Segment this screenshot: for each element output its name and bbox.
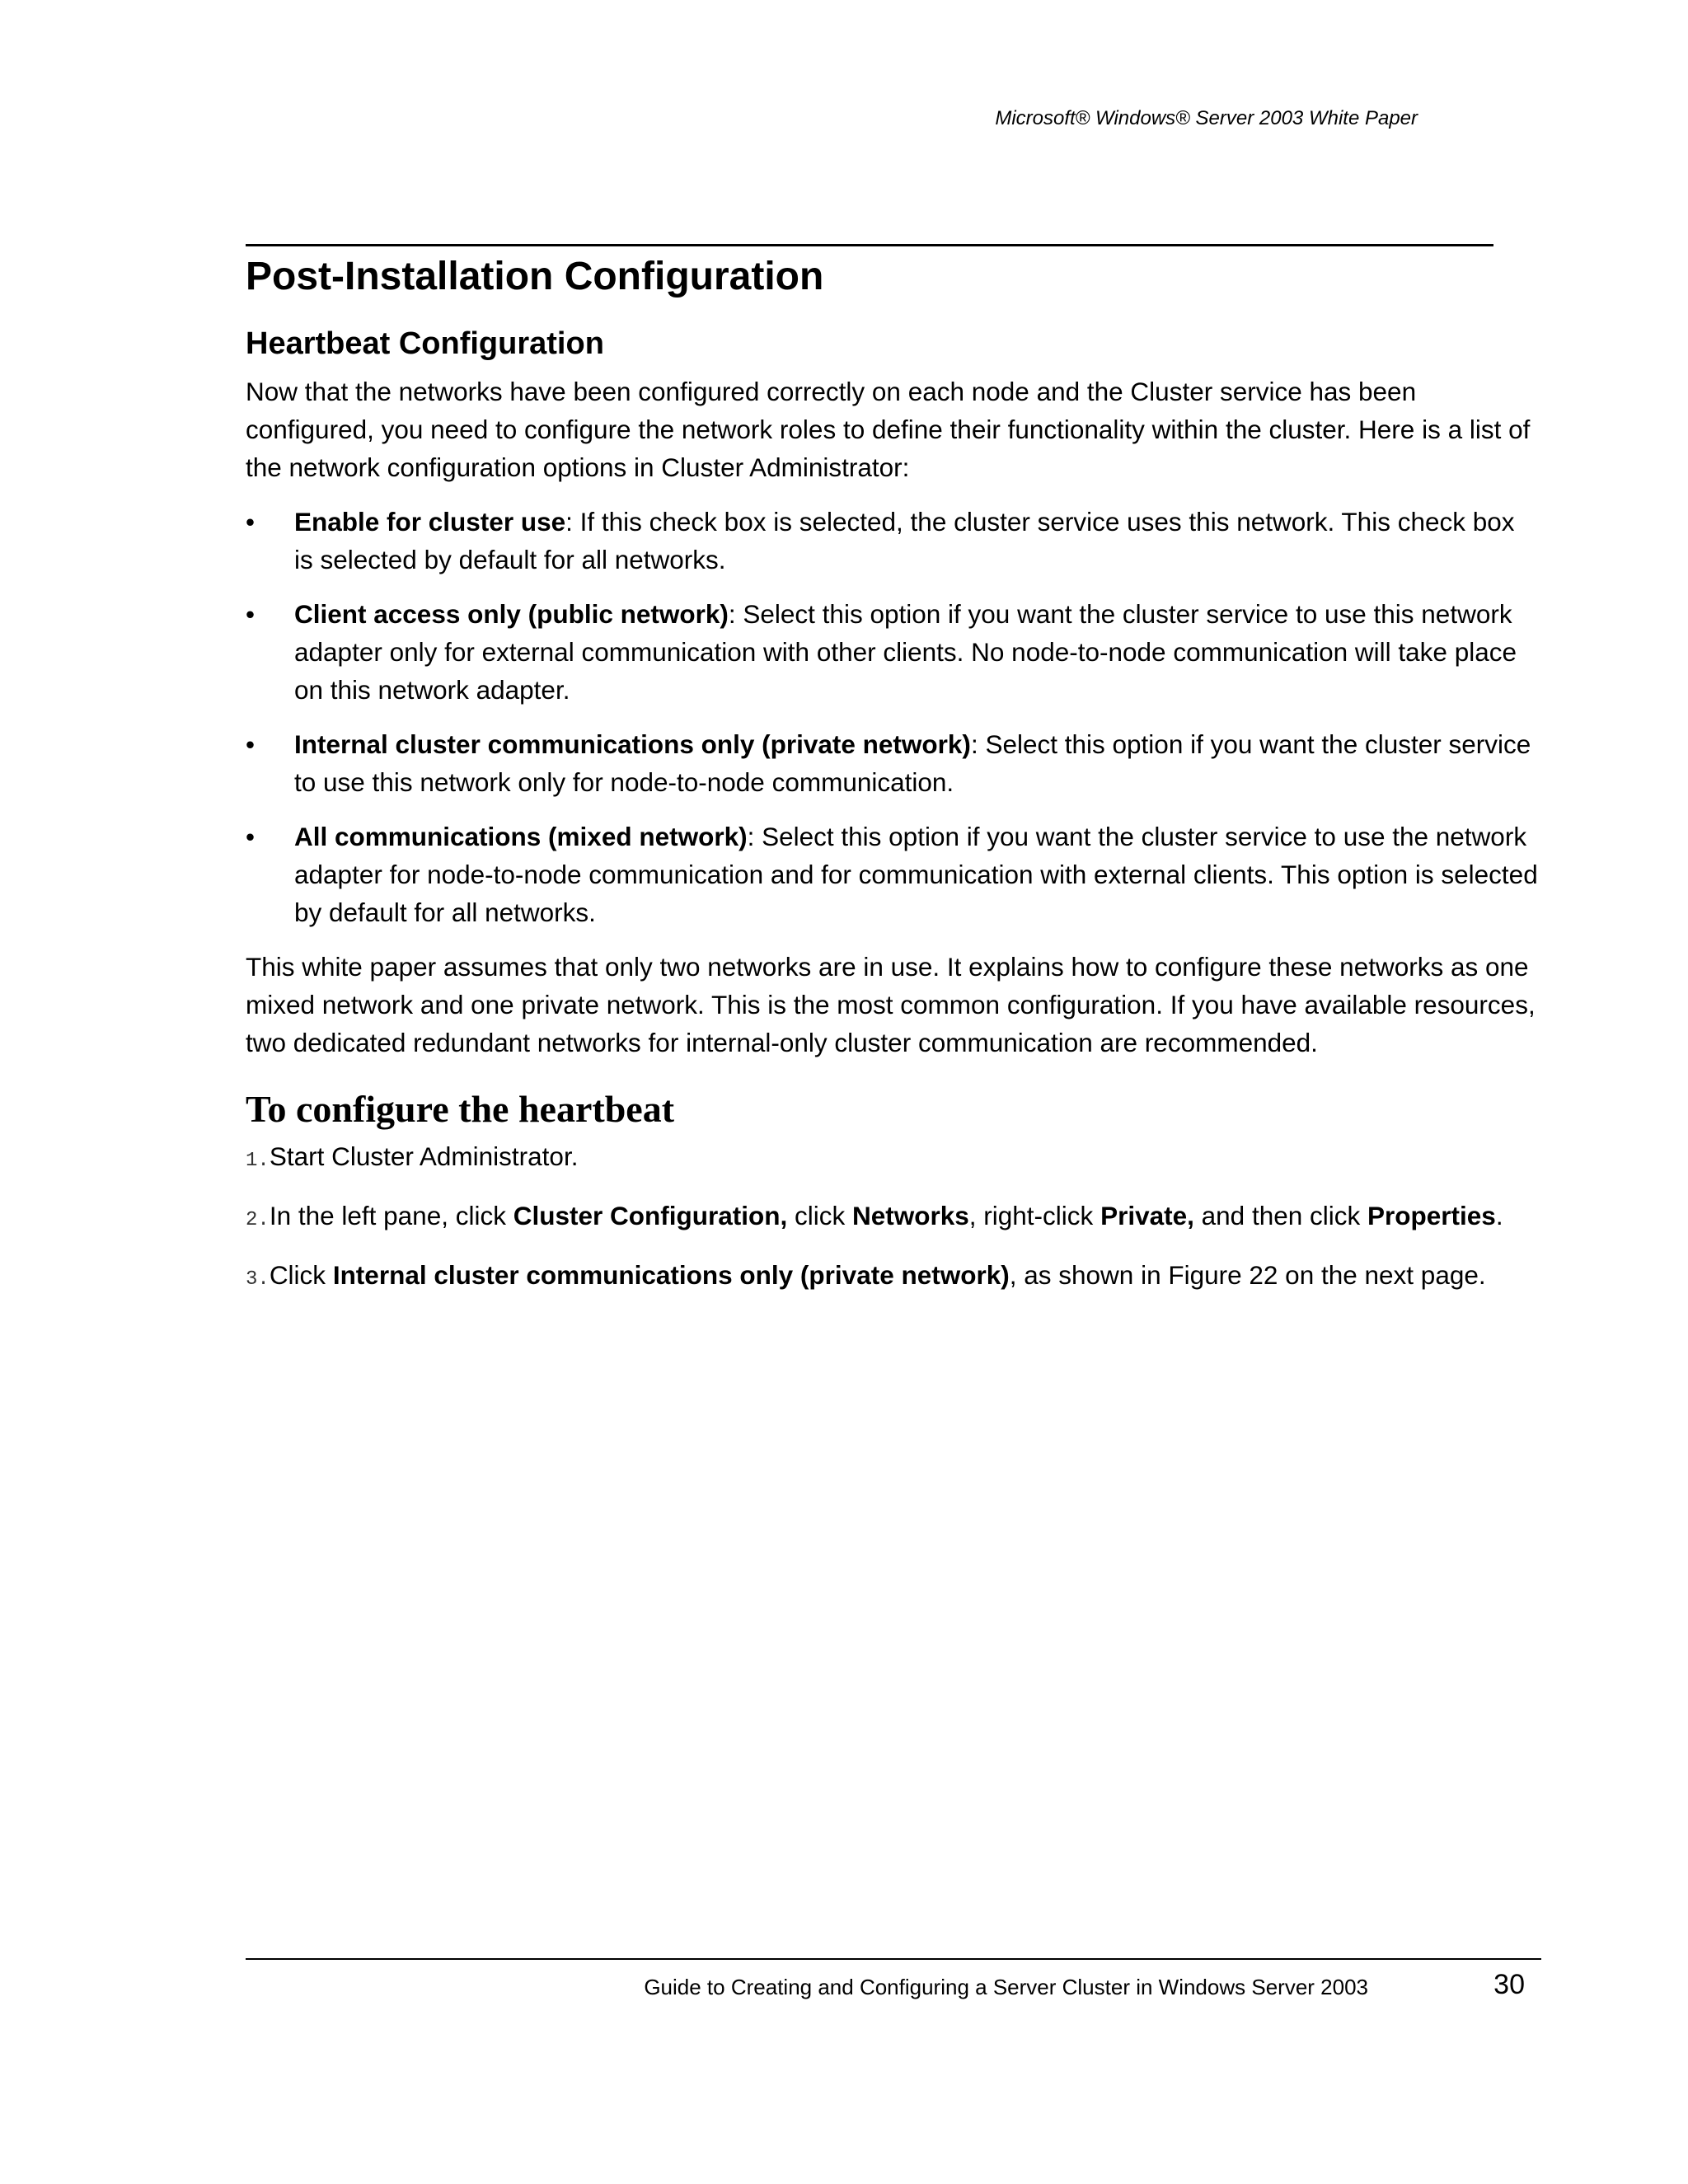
ui-term: Internal cluster communications only (private network): [332, 1260, 1010, 1290]
step-number: 3.: [246, 1268, 270, 1291]
step-text: .: [1495, 1201, 1503, 1230]
ui-term: Cluster Configuration,: [513, 1201, 788, 1230]
list-item: [246, 818, 1540, 931]
step-text: , right-click: [968, 1201, 1101, 1230]
step-text: click: [787, 1201, 852, 1230]
option-term: Client access only (public network): [294, 599, 729, 629]
option-term: Internal cluster communications only (private network): [294, 729, 971, 759]
bullet-marker: •: [246, 822, 256, 851]
option-description: : Select this option if you want the cluster service to use this network adapter only for external communication with other clients. No node-to-node communication will take place on this network adapter.: [294, 599, 1517, 705]
footer-divider: [246, 1958, 1541, 1960]
footer-title: Guide to Creating and Configuring a Server Cluster in Windows Server 2003: [644, 1975, 1368, 1999]
step-number: 2.: [246, 1209, 270, 1231]
section-title: Post-Installation Configuration: [246, 255, 824, 298]
procedure-steps: [246, 1137, 1540, 1299]
step-item: [246, 1197, 1540, 1240]
list-item: [246, 595, 1540, 709]
option-description: : Select this option if you want the cluster service to use the network adapter for node-to-node communication and for communication with external clients. This option is selected by default for all networks.: [294, 822, 1538, 927]
step-text: In the left pane, click: [269, 1201, 513, 1230]
network-options-list: [246, 503, 1540, 931]
option-term: Enable for cluster use: [294, 507, 566, 537]
option-description: : If this check box is selected, the cluster service uses this network. This check box is selected by default for all networks.: [294, 507, 1515, 574]
step-number: 1.: [246, 1150, 270, 1172]
option-term: All communications (mixed network): [294, 822, 748, 851]
ui-term: Properties: [1367, 1201, 1496, 1230]
step-text: , as shown in Figure 22 on the next page.: [1009, 1260, 1486, 1290]
step-text: Start Cluster Administrator.: [269, 1141, 579, 1171]
ui-term: Networks: [851, 1201, 969, 1230]
option-description: : Select this option if you want the cluster service to use this network only for node-to-node communication.: [294, 729, 1531, 797]
step-item: [246, 1137, 1540, 1180]
bullet-marker: •: [246, 729, 256, 759]
step-text: Click: [269, 1260, 333, 1290]
assumption-paragraph: This white paper assumes that only two networks are in use. It explains how to configure these networks as one mixed network and one private network. This is the most common configuration. If you have available resources, two dedicated redundant networks for internal-only cluster communication are recommended.: [246, 952, 1536, 1057]
ui-term: Private,: [1100, 1201, 1194, 1230]
page-content: [246, 244, 1540, 1315]
list-item: [246, 725, 1540, 801]
step-item: [246, 1256, 1540, 1299]
procedure-title: To configure the heartbeat: [246, 1088, 675, 1130]
subsection-title: Heartbeat Configuration: [246, 326, 604, 361]
step-text: and then click: [1193, 1201, 1368, 1230]
intro-paragraph: Now that the networks have been configured correctly on each node and the Cluster service has been configured, you need to configure the network roles to define their functionality within the cluster. Here is a list of the network configuration options in Cluster Administrator:: [246, 377, 1531, 482]
page-number: 30: [1493, 1969, 1525, 2000]
running-header: Microsoft® Windows® Server 2003 White Paper: [995, 107, 1418, 129]
list-item: [246, 503, 1540, 579]
bullet-marker: •: [246, 507, 256, 537]
bullet-marker: •: [246, 599, 256, 629]
